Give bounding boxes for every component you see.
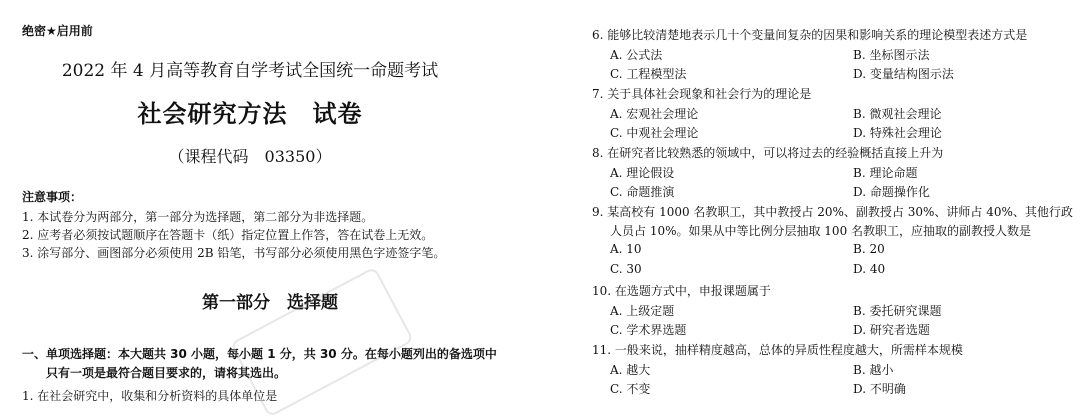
q8-option-d: D. 命题操作化: [853, 185, 930, 199]
q8-option-b: B. 理论命题: [853, 166, 918, 180]
q9-option-c: C. 30: [610, 262, 642, 276]
subject-title: 社会研究方法 试卷: [137, 100, 363, 128]
question-8: 8. 在研究者比较熟悉的领域中，可以将过去的经验概括直接上升为: [592, 146, 944, 160]
question-9-line2: 人员占 10%。如果从中等比例分层抽取 100 名教职工，应抽取的副教授人数是: [610, 224, 1032, 238]
question-10: 10. 在选题方式中，申报课题属于: [592, 284, 771, 298]
notice-item-2: 2. 应考者必须按试题顺序在答题卡（纸）指定位置上作答，答在试卷上无效。: [22, 228, 434, 242]
left-column: [0, 0, 540, 401]
q7-option-a: A. 宏观社会理论: [610, 107, 699, 121]
question-9: 9. 某高校有 1000 名教职工，其中教授占 20%、副教授占 30%、讲师占 40%、其他行政: [592, 205, 1073, 219]
question-11: 11. 一般来说，抽样精度越高，总体的异质性程度越大，所需样本规模: [592, 343, 963, 357]
q10-option-a: A. 上级定题: [610, 304, 675, 318]
question-7: 7. 关于具体社会现象和社会行为的理论是: [592, 87, 812, 101]
q9-option-a: A. 10: [610, 242, 642, 256]
q11-option-d: D. 不明确: [853, 382, 906, 396]
q11-option-c: C. 不变: [610, 382, 651, 396]
exam-title: 2022 年 4 月高等教育自学考试全国统一命题考试: [61, 61, 439, 81]
q7-option-d: D. 特殊社会理论: [853, 126, 942, 140]
q9-option-d: D. 40: [853, 262, 886, 276]
q6-option-b: B. 坐标图示法: [853, 48, 930, 62]
q8-option-c: C. 命题推演: [610, 185, 675, 199]
q6-option-d: D. 变量结构图示法: [853, 67, 954, 81]
question-1: 1. 在社会研究中，收集和分析资料的具体单位是: [22, 389, 278, 403]
course-code: （课程代码 03350）: [168, 147, 332, 166]
part-title: 第一部分 选择题: [202, 293, 338, 313]
q7-option-c: C. 中观社会理论: [610, 126, 699, 140]
right-column: [540, 0, 1082, 401]
q8-option-a: A. 理论假设: [610, 166, 675, 180]
q10-option-b: B. 委托研究课题: [853, 304, 942, 318]
notice-item-1: 1. 本试卷分为两部分，第一部分为选择题，第二部分为非选择题。: [22, 210, 374, 224]
q6-option-c: C. 工程模型法: [610, 67, 687, 81]
q7-option-b: B. 微观社会理论: [853, 107, 942, 121]
q10-option-c: C. 学术界选题: [610, 323, 687, 337]
q11-option-a: A. 越大: [610, 363, 651, 377]
notice-item-3: 3. 涂写部分、画图部分必须使用 2B 铅笔，书写部分必须使用黑色字迹签字笔。: [22, 246, 446, 260]
section-heading: 一、单项选择题：本大题共 30 小题，每小题 1 分，共 30 分。在每小题列出的备选项中: [22, 347, 497, 361]
q11-option-b: B. 越小: [853, 363, 894, 377]
q6-option-a: A. 公式法: [610, 48, 663, 62]
notice-title: 注意事项：: [22, 190, 83, 204]
q10-option-d: D. 研究者选题: [853, 323, 930, 337]
q9-option-b: B. 20: [853, 242, 885, 256]
secret-label: 绝密★启用前: [22, 24, 93, 38]
section-heading-line2: 只有一项是最符合题目要求的，请将其选出。: [46, 366, 287, 380]
question-6: 6. 能够比较清楚地表示几十个变量间复杂的因果和影响关系的理论模型表述方式是: [592, 28, 1028, 42]
